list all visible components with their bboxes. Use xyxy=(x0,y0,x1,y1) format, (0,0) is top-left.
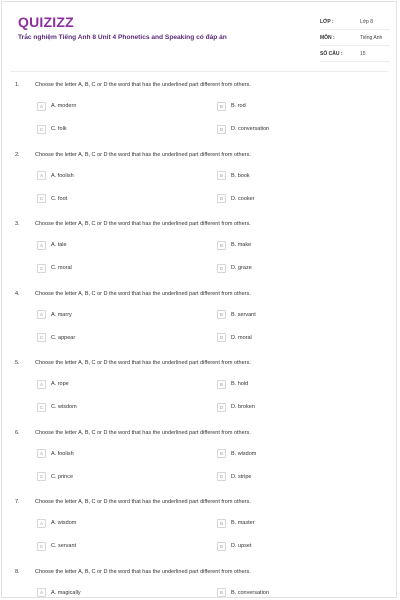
option-b[interactable] xyxy=(217,171,250,181)
option-letter-box: C xyxy=(37,264,46,273)
option-label: B. wisdom xyxy=(231,450,257,457)
question-item xyxy=(2,147,396,217)
question-text: Choose the letter A, B, C or D the word that has the underlined part different from others. xyxy=(35,499,251,505)
option-d[interactable] xyxy=(217,541,251,551)
option-c[interactable] xyxy=(37,194,67,204)
option-letter-box: A xyxy=(37,449,46,458)
question-item xyxy=(2,216,396,286)
option-label: D. moral xyxy=(231,334,252,341)
question-number: 7. xyxy=(15,499,20,505)
option-letter-box: B xyxy=(217,310,226,319)
question-text: Choose the letter A, B, C or D the word that has the underlined part different from others. xyxy=(35,82,251,88)
option-letter-box: A xyxy=(37,241,46,250)
question-text: Choose the letter A, B, C or D the word that has the underlined part different from others. xyxy=(35,221,251,227)
option-label: D. upset xyxy=(231,543,252,549)
option-letter-box: A xyxy=(37,588,46,597)
option-letter-box: D xyxy=(217,333,226,342)
option-a[interactable] xyxy=(37,379,69,389)
option-letter-box: B xyxy=(217,102,226,111)
option-letter-box: C xyxy=(37,333,46,342)
option-c[interactable] xyxy=(37,263,72,273)
question-text: Choose the letter A, B, C or D the word that has the underlined part different from others. xyxy=(35,568,251,575)
question-number: 1. xyxy=(15,82,20,88)
option-d[interactable] xyxy=(217,402,255,412)
question-number: 8. xyxy=(15,568,20,575)
option-letter-box: C xyxy=(37,472,46,481)
option-letter-box: A xyxy=(37,519,46,528)
option-d[interactable] xyxy=(217,472,251,482)
question-text: Choose the letter A, B, C or D the word that has the underlined part different from others. xyxy=(35,360,251,366)
option-b[interactable] xyxy=(217,518,255,528)
option-label: A. rope xyxy=(51,381,69,387)
meta-row-grade xyxy=(320,14,390,30)
question-item xyxy=(2,564,396,599)
option-d[interactable] xyxy=(217,194,255,204)
question-number: 5. xyxy=(15,360,20,366)
option-a[interactable] xyxy=(37,449,74,459)
option-label: D. cooker xyxy=(231,195,255,202)
option-label: C. moral xyxy=(51,265,72,271)
question-item xyxy=(2,425,396,495)
option-label: B. hold xyxy=(231,381,249,387)
option-letter-box: A xyxy=(37,171,46,180)
option-a[interactable] xyxy=(37,240,67,250)
question-item xyxy=(2,355,396,425)
option-label: A. wisdom xyxy=(51,520,77,526)
option-a[interactable] xyxy=(37,310,72,320)
option-b[interactable] xyxy=(217,101,246,111)
option-c[interactable] xyxy=(37,472,73,482)
option-a[interactable] xyxy=(37,518,76,528)
option-label: B. book xyxy=(231,172,250,179)
question-number: 6. xyxy=(15,429,20,436)
worksheet-meta xyxy=(320,14,390,62)
option-b[interactable] xyxy=(217,449,256,459)
option-label: C. prince xyxy=(51,473,74,480)
meta-label: MÔN : xyxy=(320,34,335,41)
option-letter-box: D xyxy=(217,125,226,134)
option-letter-box: D xyxy=(217,403,226,412)
option-letter-box: A xyxy=(37,102,46,111)
option-letter-box: B xyxy=(217,588,226,597)
option-letter-box: C xyxy=(37,542,46,551)
option-label: A. foolish xyxy=(51,450,74,457)
option-label: B. conversation xyxy=(231,589,269,596)
option-letter-box: C xyxy=(37,125,46,134)
question-text: Choose the letter A, B, C or D the word that has the underlined part different from others. xyxy=(35,429,251,436)
option-letter-box: B xyxy=(217,519,226,528)
option-b[interactable] xyxy=(217,379,248,389)
question-number: 2. xyxy=(15,151,20,158)
option-a[interactable] xyxy=(37,588,81,598)
question-item xyxy=(2,286,396,356)
option-c[interactable] xyxy=(37,402,77,412)
option-label: C. wisdom xyxy=(51,404,77,410)
option-label: B. master xyxy=(231,520,255,526)
option-d[interactable] xyxy=(217,333,252,343)
option-c[interactable] xyxy=(37,124,67,134)
meta-value: Lớp 8 xyxy=(360,18,374,25)
option-c[interactable] xyxy=(37,333,75,343)
question-number: 3. xyxy=(15,221,20,227)
option-label: C. folk xyxy=(51,126,67,132)
option-label: D. broken xyxy=(231,404,255,410)
option-label: B. servant xyxy=(231,311,256,318)
option-b[interactable] xyxy=(217,240,251,250)
option-d[interactable] xyxy=(217,124,269,134)
meta-label: LỚP : xyxy=(320,18,334,25)
meta-label: SỐ CÂU : xyxy=(320,50,343,57)
meta-value: 15 xyxy=(360,50,366,57)
option-letter-box: B xyxy=(217,171,226,180)
question-number: 4. xyxy=(15,290,20,297)
worksheet-page xyxy=(1,1,397,598)
option-d[interactable] xyxy=(217,263,252,273)
option-a[interactable] xyxy=(37,101,76,111)
option-label: D. conversation xyxy=(231,126,270,132)
option-label: B. rod xyxy=(231,103,246,109)
question-text: Choose the letter A, B, C or D the word that has the underlined part different from others. xyxy=(35,151,251,158)
option-letter-box: D xyxy=(217,542,226,551)
option-letter-box: B xyxy=(217,449,226,458)
option-label: C. appear xyxy=(51,334,76,341)
option-a[interactable] xyxy=(37,171,74,181)
quizizz-logo: QUIZIZZ xyxy=(18,14,74,30)
header-divider xyxy=(10,71,388,72)
option-label: A. foolish xyxy=(51,172,74,179)
option-letter-box: D xyxy=(217,194,226,203)
option-letter-box: A xyxy=(37,380,46,389)
meta-row-question-count xyxy=(320,46,390,62)
option-label: C. foot xyxy=(51,195,68,202)
meta-value: Tiếng Anh xyxy=(360,34,383,41)
option-label: A. magically xyxy=(51,589,81,596)
option-letter-box: A xyxy=(37,310,46,319)
option-label: A. marry xyxy=(51,311,72,318)
question-list xyxy=(2,77,396,598)
question-text: Choose the letter A, B, C or D the word that has the underlined part different from others. xyxy=(35,290,251,297)
option-label: D. graze xyxy=(231,265,252,271)
question-item xyxy=(2,77,396,147)
option-label: A. modern xyxy=(51,103,77,109)
worksheet-title: Trắc nghiệm Tiếng Anh 8 Unit 4 Phonetics and Speaking có đáp án xyxy=(18,34,227,41)
question-item xyxy=(2,494,396,564)
option-letter-box: D xyxy=(217,264,226,273)
option-letter-box: C xyxy=(37,194,46,203)
option-label: A. tale xyxy=(51,242,67,248)
option-label: B. make xyxy=(231,242,252,248)
option-letter-box: B xyxy=(217,380,226,389)
option-letter-box: C xyxy=(37,403,46,412)
option-c[interactable] xyxy=(37,541,76,551)
option-letter-box: B xyxy=(217,241,226,250)
option-label: D. stripe xyxy=(231,473,252,480)
worksheet-header xyxy=(2,2,396,72)
option-letter-box: D xyxy=(217,472,226,481)
option-b[interactable] xyxy=(217,310,256,320)
option-label: C. servant xyxy=(51,543,77,549)
meta-row-subject xyxy=(320,30,390,46)
option-b[interactable] xyxy=(217,588,269,598)
